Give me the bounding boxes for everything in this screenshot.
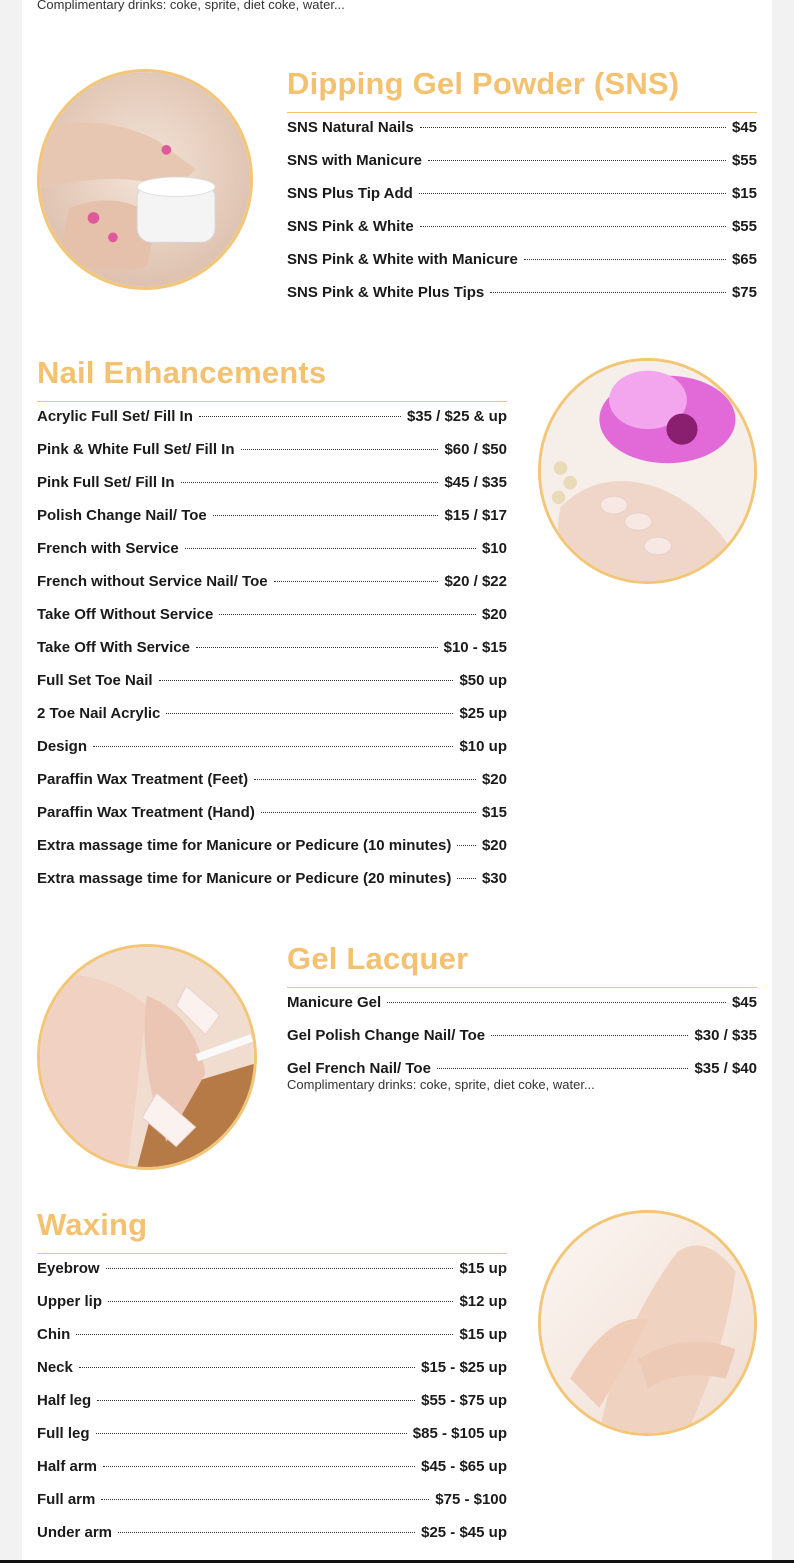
item-price: $15 up bbox=[459, 1260, 507, 1277]
item-price: $15 up bbox=[459, 1326, 507, 1343]
enhancements-divider bbox=[37, 401, 507, 402]
item-name: Take Off With Service bbox=[37, 639, 190, 656]
item-price: $75 - $100 bbox=[435, 1491, 507, 1508]
item-name: Extra massage time for Manicure or Pedicure (10 minutes) bbox=[37, 837, 452, 854]
menu-item bbox=[37, 669, 507, 702]
gel-lacquer-section bbox=[287, 942, 757, 1092]
waxing-title: Waxing bbox=[37, 1207, 148, 1242]
enhancements-title: Nail Enhancements bbox=[37, 355, 327, 390]
nail-enhancements-section bbox=[37, 356, 507, 900]
dot-leader bbox=[419, 193, 726, 194]
menu-item bbox=[37, 1356, 507, 1389]
sns-divider bbox=[287, 112, 757, 113]
waxing-section bbox=[37, 1208, 507, 1554]
dot-leader bbox=[457, 845, 476, 846]
dot-leader bbox=[213, 515, 439, 516]
item-price: $15 - $25 up bbox=[421, 1359, 507, 1376]
item-name: French with Service bbox=[37, 540, 179, 557]
menu-item bbox=[37, 1389, 507, 1422]
menu-item bbox=[37, 1422, 507, 1455]
dot-leader bbox=[118, 1532, 415, 1533]
item-name: Neck bbox=[37, 1359, 73, 1376]
menu-item bbox=[287, 281, 757, 314]
menu-item bbox=[37, 834, 507, 867]
dot-leader bbox=[254, 779, 476, 780]
dot-leader bbox=[108, 1301, 453, 1302]
item-price: $45 bbox=[731, 994, 757, 1011]
dot-leader bbox=[93, 746, 453, 747]
item-name: French without Service Nail/ Toe bbox=[37, 573, 268, 590]
dot-leader bbox=[428, 160, 726, 161]
item-name: Extra massage time for Manicure or Pedicure (20 minutes) bbox=[37, 870, 452, 887]
item-name: Paraffin Wax Treatment (Feet) bbox=[37, 771, 249, 788]
item-price: $65 bbox=[731, 251, 757, 268]
dot-leader bbox=[387, 1002, 726, 1003]
dot-leader bbox=[261, 812, 476, 813]
dot-leader bbox=[96, 1433, 407, 1434]
menu-item bbox=[37, 735, 507, 768]
item-name: Polish Change Nail/ Toe bbox=[37, 507, 207, 524]
item-name: Pink & White Full Set/ Fill In bbox=[37, 441, 235, 458]
item-price: $20 bbox=[481, 771, 507, 788]
item-price: $55 - $75 up bbox=[421, 1392, 507, 1409]
menu-item bbox=[287, 149, 757, 182]
french-manicure-nails-photo bbox=[37, 944, 257, 1170]
dot-leader bbox=[490, 292, 726, 293]
item-name: Design bbox=[37, 738, 88, 755]
dot-leader bbox=[181, 482, 439, 483]
menu-item bbox=[37, 702, 507, 735]
item-price: $55 bbox=[731, 152, 757, 169]
item-name: Upper lip bbox=[37, 1293, 103, 1310]
item-price: $20 bbox=[481, 606, 507, 623]
dot-leader bbox=[159, 680, 454, 681]
item-name: Half arm bbox=[37, 1458, 98, 1475]
menu-item bbox=[37, 471, 507, 504]
item-price: $45 - $65 up bbox=[421, 1458, 507, 1475]
menu-item bbox=[287, 116, 757, 149]
menu-item bbox=[287, 1024, 757, 1057]
item-price: $25 up bbox=[459, 705, 507, 722]
item-name: SNS Pink & White with Manicure bbox=[287, 251, 518, 268]
item-name: Chin bbox=[37, 1326, 71, 1343]
item-price: $15 bbox=[481, 804, 507, 821]
menu-item bbox=[37, 801, 507, 834]
menu-item bbox=[37, 1257, 507, 1290]
waxing-divider bbox=[37, 1253, 507, 1254]
menu-item bbox=[37, 504, 507, 537]
item-price: $45 bbox=[731, 119, 757, 136]
dot-leader bbox=[106, 1268, 454, 1269]
hand-with-cream-jar-photo bbox=[37, 69, 253, 290]
dot-leader bbox=[457, 878, 476, 879]
item-name: Eyebrow bbox=[37, 1260, 100, 1277]
item-name: Full leg bbox=[37, 1425, 90, 1442]
item-name: Half leg bbox=[37, 1392, 92, 1409]
item-name: Acrylic Full Set/ Fill In bbox=[37, 408, 193, 425]
menu-item bbox=[37, 603, 507, 636]
menu-item bbox=[37, 1455, 507, 1488]
item-price: $15 bbox=[731, 185, 757, 202]
item-name: Paraffin Wax Treatment (Hand) bbox=[37, 804, 255, 821]
item-price: $10 - $15 bbox=[443, 639, 507, 656]
item-price: $55 bbox=[731, 218, 757, 235]
menu-item bbox=[37, 1521, 507, 1554]
dot-leader bbox=[185, 548, 476, 549]
menu-item bbox=[37, 570, 507, 603]
dot-leader bbox=[103, 1466, 415, 1467]
menu-item bbox=[37, 636, 507, 669]
item-name: SNS with Manicure bbox=[287, 152, 423, 169]
item-price: $35 / $25 & up bbox=[406, 408, 507, 425]
dot-leader bbox=[79, 1367, 415, 1368]
item-price: $35 / $40 bbox=[694, 1060, 757, 1077]
item-name: Pink Full Set/ Fill In bbox=[37, 474, 175, 491]
menu-item bbox=[37, 1488, 507, 1521]
dot-leader bbox=[76, 1334, 453, 1335]
dot-leader bbox=[491, 1035, 688, 1036]
item-name: Gel French Nail/ Toe bbox=[287, 1060, 431, 1077]
menu-item bbox=[37, 1290, 507, 1323]
complimentary-drinks-note: Complimentary drinks: coke, sprite, diet coke, water... bbox=[37, 0, 345, 12]
dot-leader bbox=[274, 581, 439, 582]
item-name: 2 Toe Nail Acrylic bbox=[37, 705, 161, 722]
menu-item bbox=[287, 991, 757, 1024]
sns-section bbox=[287, 67, 757, 314]
complimentary-drinks-note: Complimentary drinks: coke, sprite, diet coke, water... bbox=[287, 1077, 595, 1092]
manicured-hand-with-orchid-photo bbox=[538, 358, 757, 584]
dot-leader bbox=[437, 1068, 689, 1069]
dot-leader bbox=[199, 416, 401, 417]
menu-item bbox=[287, 1057, 757, 1077]
item-name: Under arm bbox=[37, 1524, 113, 1541]
menu-item bbox=[37, 438, 507, 471]
dot-leader bbox=[97, 1400, 415, 1401]
item-name: Gel Polish Change Nail/ Toe bbox=[287, 1027, 486, 1044]
menu-item bbox=[37, 1323, 507, 1356]
item-name: Full Set Toe Nail bbox=[37, 672, 153, 689]
gel-title: Gel Lacquer bbox=[287, 941, 469, 976]
dot-leader bbox=[420, 226, 726, 227]
item-name: SNS Natural Nails bbox=[287, 119, 414, 136]
dot-leader bbox=[524, 259, 726, 260]
sns-title: Dipping Gel Powder (SNS) bbox=[287, 66, 680, 101]
item-name: Take Off Without Service bbox=[37, 606, 214, 623]
item-price: $10 bbox=[481, 540, 507, 557]
item-price: $45 / $35 bbox=[444, 474, 507, 491]
smooth-legs-photo bbox=[538, 1210, 757, 1436]
item-price: $85 - $105 up bbox=[412, 1425, 507, 1442]
item-price: $20 bbox=[481, 837, 507, 854]
menu-item bbox=[287, 215, 757, 248]
gel-divider bbox=[287, 987, 757, 988]
item-price: $30 bbox=[481, 870, 507, 887]
menu-item bbox=[37, 537, 507, 570]
menu-item bbox=[37, 405, 507, 438]
item-price: $12 up bbox=[459, 1293, 507, 1310]
dot-leader bbox=[241, 449, 439, 450]
item-name: SNS Pink & White Plus Tips bbox=[287, 284, 485, 301]
dot-leader bbox=[420, 127, 726, 128]
menu-item bbox=[287, 182, 757, 215]
item-name: Full arm bbox=[37, 1491, 96, 1508]
menu-item bbox=[37, 768, 507, 801]
item-price: $60 / $50 bbox=[444, 441, 507, 458]
menu-item bbox=[287, 248, 757, 281]
dot-leader bbox=[219, 614, 476, 615]
item-price: $15 / $17 bbox=[444, 507, 507, 524]
item-price: $20 / $22 bbox=[444, 573, 507, 590]
item-price: $75 bbox=[731, 284, 757, 301]
menu-item bbox=[37, 867, 507, 900]
dot-leader bbox=[101, 1499, 429, 1500]
item-price: $50 up bbox=[459, 672, 507, 689]
item-name: Manicure Gel bbox=[287, 994, 382, 1011]
item-price: $25 - $45 up bbox=[421, 1524, 507, 1541]
item-price: $10 up bbox=[459, 738, 507, 755]
dot-leader bbox=[196, 647, 438, 648]
dot-leader bbox=[166, 713, 453, 714]
item-name: SNS Pink & White bbox=[287, 218, 414, 235]
item-name: SNS Plus Tip Add bbox=[287, 185, 413, 202]
item-price: $30 / $35 bbox=[694, 1027, 757, 1044]
